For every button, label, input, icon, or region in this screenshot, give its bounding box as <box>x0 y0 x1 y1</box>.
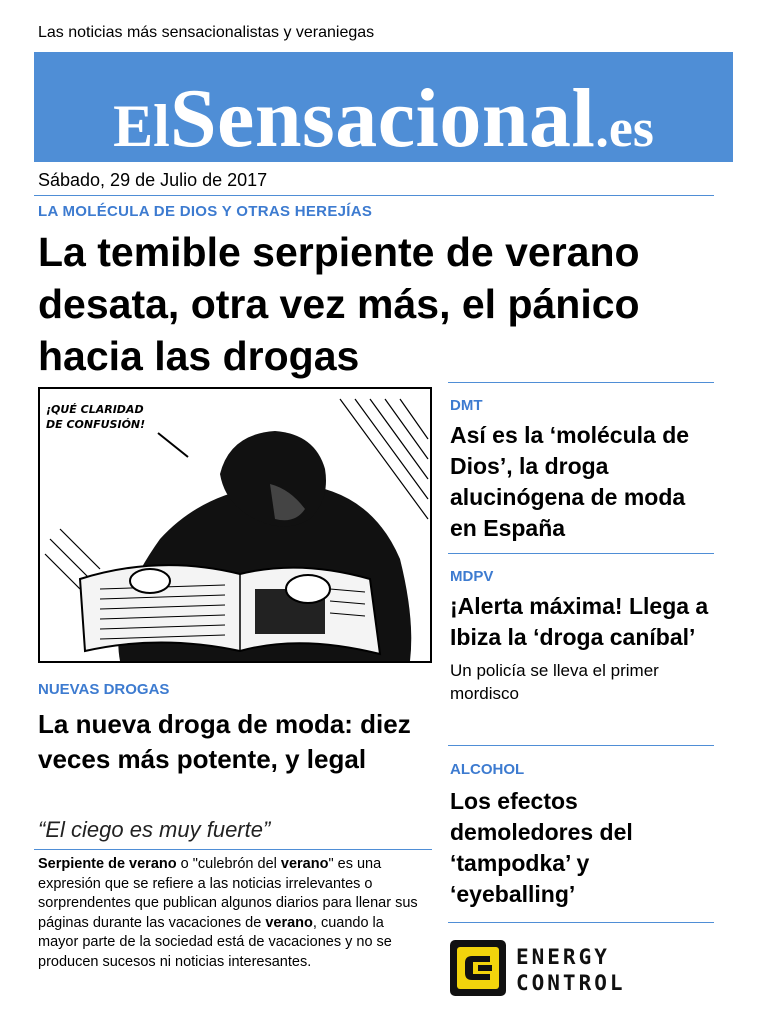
cartoon-drawing <box>40 389 430 661</box>
sidebar-story-alcohol[interactable] <box>450 761 712 910</box>
story-kicker: MDPV <box>450 568 494 585</box>
sidebar-divider <box>448 922 714 923</box>
masthead[interactable] <box>34 52 733 165</box>
story-kicker: ALCOHOL <box>450 761 525 778</box>
definition-part: o "culebrón del <box>176 856 281 872</box>
divider <box>34 195 714 196</box>
story-kicker: DMT <box>450 397 483 414</box>
story-headline[interactable]: Así es la ‘molécula de Dios’, la droga alucinógena de moda en España <box>450 422 690 541</box>
masthead-tld: .es <box>595 98 654 158</box>
definition-text <box>38 855 424 972</box>
story-headline[interactable]: ¡Alerta máxima! Llega a Ibiza la ‘droga caníbal’ <box>450 593 709 650</box>
logo-line-2: CONTROL <box>516 971 626 995</box>
publication-date: Sábado, 29 de Julio de 2017 <box>38 170 268 190</box>
masthead-main: Sensacional <box>169 72 596 165</box>
divider <box>34 849 432 850</box>
speech-line-2: DE CONFUSIÓN! <box>46 418 146 431</box>
second-headline[interactable]: La nueva droga de moda: diez veces más potente, y legal <box>38 709 411 774</box>
definition-term: Serpiente de verano <box>38 856 177 872</box>
definition-part: " es una expresión que se refiere a las noticias irrelevantes o sorprendentes que publican algunos diarios para llenar sus páginas durante las vacaciones de <box>38 856 418 931</box>
lead-kicker: LA MOLÉCULA DE DIOS Y OTRAS HEREJÍAS <box>38 203 373 220</box>
story-headline[interactable]: Los efectos demoledores del ‘tampodka’ y ‘eyeballing’ <box>450 788 633 907</box>
cartoon-image <box>38 387 432 663</box>
energy-control-logo[interactable] <box>450 938 690 998</box>
logo-line-1: ENERGY <box>516 945 610 969</box>
tagline: Las noticias más sensacionalistas y veraniegas <box>38 24 375 41</box>
definition-part: , cuando la mayor parte de la sociedad está de vacaciones y no se producen sucesos ni noticias interesantes. <box>38 914 392 970</box>
speech-line-1: ¡QUÉ CLARIDAD <box>46 403 144 416</box>
logo-graphic <box>450 938 690 998</box>
sidebar-divider <box>448 382 714 383</box>
definition-term: verano <box>280 856 329 872</box>
second-kicker: NUEVAS DROGAS <box>38 681 170 698</box>
sidebar-divider <box>448 553 714 554</box>
lead-headline[interactable]: La temible serpiente de verano desata, otra vez más, el pánico hacia las drogas <box>38 229 640 379</box>
sidebar-story-mdpv[interactable] <box>450 568 712 705</box>
sidebar-divider <box>448 745 714 746</box>
pull-quote: “El ciego es muy fuerte” <box>38 817 271 842</box>
masthead-el: El <box>113 93 170 159</box>
sidebar-story-dmt[interactable] <box>450 397 712 544</box>
definition-term: verano <box>265 914 313 931</box>
story-subhead: Un policía se lleva el primer mordisco <box>450 661 659 703</box>
